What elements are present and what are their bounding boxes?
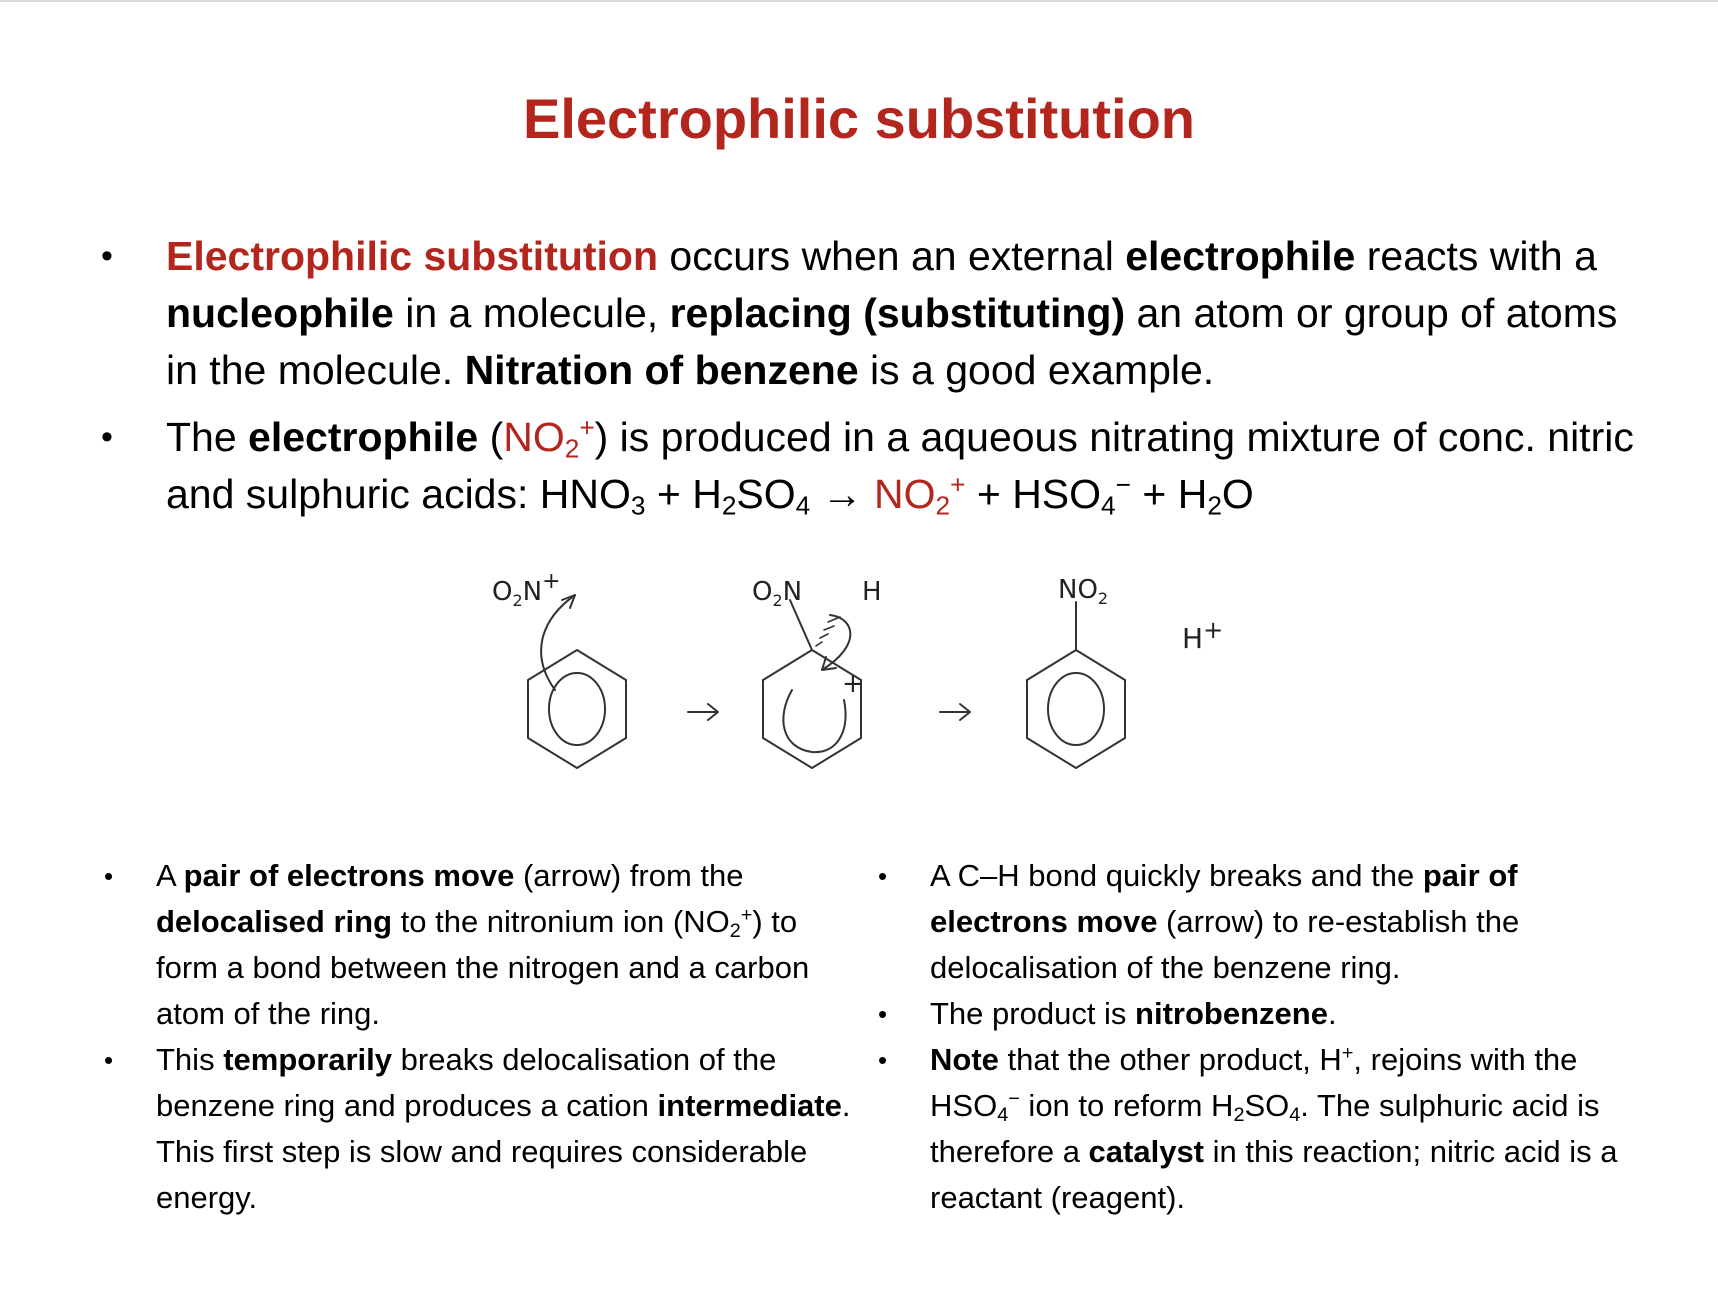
text: that the other product, H [998,1042,1342,1077]
text: ) is produced in a aqueous nitrating mixture of conc. nitric and sulphuric acids: HNO [166,414,1634,517]
bullet-dot: • [101,237,113,275]
reaction-arrow-1 [688,704,718,720]
main-bullet-list [101,228,1636,533]
text: (arrow) from the [514,858,744,893]
delocalised-ring-1 [549,673,605,745]
term-electrophilic-substitution: Electrophilic substitution [166,233,659,279]
text: breaks delocalisation of the benzene ring and produces a cation [156,1042,777,1123]
text: ( [478,414,504,460]
subscript: 2 [1233,1103,1245,1126]
bond-c-n [790,600,812,650]
text: , rejoins with the HSO [930,1042,1578,1123]
bullet-dot: • [878,999,888,1029]
superscript: − [1008,1088,1020,1111]
term-catalyst: catalyst [1088,1134,1205,1169]
label-h-plus: H+ [1182,616,1224,655]
reaction-scheme [470,560,1240,830]
term-nitration-of-benzene: Nitration of benzene [464,347,859,393]
bullet-dot: • [104,1045,114,1075]
formula-nitronium-product [874,469,966,521]
label-o2n-plus: $O_2N^+$ [492,569,561,610]
text: + H [645,471,722,517]
label-h: H [862,577,882,607]
curly-arrow-1 [541,595,575,690]
hashed-bond-c-h [816,617,840,646]
label-cation-charge: + [842,669,864,699]
subscript: 2 [1207,490,1222,521]
text: reacts with a [1355,233,1597,279]
text: in this reaction; nitric acid is a reactant (reagent). [930,1134,1618,1215]
subscript: 4 [997,1103,1009,1126]
right-bullet-2 [878,991,1630,1037]
term-electrophile: electrophile [1125,233,1356,279]
term-replacing: replacing (substituting) [669,290,1126,336]
term-nucleophile: nucleophile [166,290,394,336]
text: + HSO [965,471,1102,517]
left-bullet-2 [104,1037,856,1221]
text: NO [503,414,565,460]
text: . This first step is slow and requires considerable energy. [156,1088,851,1215]
text: ) to form a bond between the nitrogen and a carbon atom of the ring. [156,904,810,1031]
text: NO [874,471,936,517]
text: is a good example. [858,347,1215,393]
text: in a molecule, [393,290,670,336]
text: A C–H bond quickly breaks and the [930,858,1423,893]
right-bullet-1 [878,853,1630,991]
text: This [156,1042,224,1077]
benzene-ring-3 [1027,650,1125,768]
text: The [166,414,249,460]
superscript: + [950,469,966,500]
bullet-dot: • [878,861,888,891]
text: The product is [930,996,1136,1031]
delocalised-ring-3 [1048,673,1104,745]
curly-arrow-2 [822,615,850,670]
superscript: + [1341,1042,1354,1065]
text: . The sulphuric acid is therefore a [930,1088,1600,1169]
text: SO [736,471,796,517]
bullet-dot: • [878,1045,888,1075]
label-o2n: $O_2N$ [752,577,803,610]
text: to the nitronium ion (NO [392,904,730,939]
left-bullet-list [104,853,856,1221]
subscript: 2 [935,490,951,521]
term-pair-of-electrons-move: pair of electrons move [930,858,1518,939]
term-delocalised-ring: delocalised ring [156,904,393,939]
text: + H [1130,471,1208,517]
label-no2: $NO_2$ [1058,575,1109,608]
term-temporarily: temporarily [223,1042,393,1077]
reaction-scheme-drawing [470,560,1240,830]
subscript: 2 [729,919,741,942]
text: O [1221,471,1254,517]
reaction-arrow: → [810,471,875,517]
text: SO [1244,1088,1290,1123]
text: A [156,858,184,893]
left-bullet-1 [104,853,856,1037]
text: . [1327,996,1337,1031]
term-note: Note [930,1042,999,1077]
page-title: Electrophilic substitution [522,87,1196,150]
main-bullet-2 [101,409,1636,523]
superscript: + [579,412,595,443]
subscript: 4 [795,490,811,521]
broken-ring-2 [783,690,845,752]
bullet-dot: • [104,861,114,891]
text: (arrow) to re-establish the delocalisation of the benzene ring. [930,904,1520,985]
term-intermediate: intermediate [657,1088,842,1123]
term-electrophile: electrophile [248,414,479,460]
top-divider [0,0,1718,2]
text: an atom or group of atoms in the molecule. [166,290,1618,393]
text: occurs when an external [658,233,1126,279]
subscript: 4 [1289,1103,1301,1126]
text: ion to reform H [1019,1088,1234,1123]
term-nitrobenzene: nitrobenzene [1135,996,1328,1031]
subscript: 2 [721,490,737,521]
superscript: − [1115,469,1131,500]
term-pair-of-electrons-move: pair of electrons move [183,858,515,893]
subscript: 3 [630,490,646,521]
right-bullet-3 [878,1037,1630,1221]
bullet-dot: • [101,418,113,456]
subscript: 2 [564,433,580,464]
formula-nitronium [503,412,595,464]
superscript: + [740,904,753,927]
main-bullet-1 [101,228,1636,399]
reaction-arrow-2 [940,704,970,720]
subscript: 4 [1101,490,1116,521]
right-bullet-list [878,853,1630,1221]
